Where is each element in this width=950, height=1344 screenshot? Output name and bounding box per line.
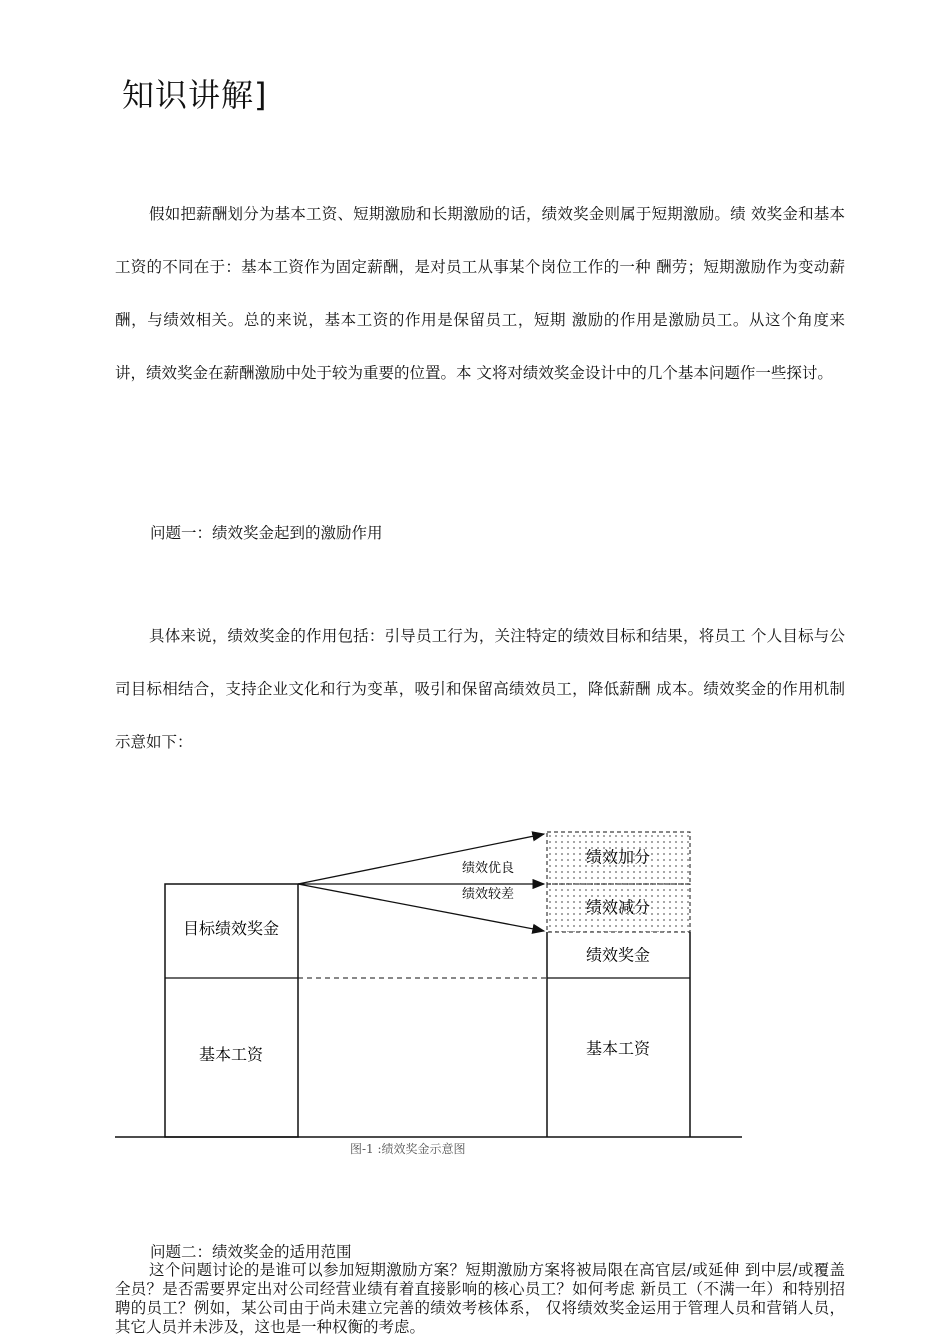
right-bottom-label: 基本工资 (585, 1039, 651, 1058)
intro-paragraph: 假如把薪酬划分为基本工资、短期激励和长期激励的话，绩效奖金则属于短期激励。绩 效奖金和基本工资的不同在于：基本工资作为固定薪酬，是对员工从事某个岗位工作的一种 酬劳；短期激励作为变动薪酬，与绩效相关。总的来说，基本工资的作用是保留员工，短期 激励的作用是激励员工。从这个角度来讲，绩效奖金在薪酬激励中处于较为重要的位置。本 文将对绩效奖金设计中的几个基本问题作一些探讨。 (115, 205, 845, 382)
arrow-up (298, 834, 544, 884)
q2-heading: 问题二：绩效奖金的适用范围 (150, 1243, 352, 1261)
q1-paragraph: 具体来说，绩效奖金的作用包括：引导员工行为，关注特定的绩效目标和结果，将员工 个人目标与公司目标相结合，支持企业文化和行为变革，吸引和保留高绩效员工，降低薪酬 成本。绩效奖金的作用机制示意如下： (115, 627, 845, 751)
arrow-good-label: 绩效优良 (461, 861, 515, 876)
page-title: 知识讲解] (122, 76, 268, 114)
right-bonus-label: 绩效奖金 (585, 945, 651, 965)
left-top-label: 目标绩效奖金 (182, 919, 280, 938)
figure-caption: 图-1 :绩效奖金示意图 (350, 1142, 466, 1156)
arrow-poor-label: 绩效较差 (461, 887, 515, 902)
q1-heading: 问题一：绩效奖金起到的激励作用 (150, 524, 383, 542)
bonus-diagram (110, 822, 750, 1142)
q2-paragraph: 这个问题讨论的是谁可以参加短期激励方案？短期激励方案将被局限在高官层/或延伸 到中层/或覆盖全员？是否需要界定出对公司经营业绩有着直接影响的核心员工？如何考虑 新员工（不满一年）和特别招聘的员工？例如，某公司由于尚未建立完善的绩效考核体系， 仅将绩效奖金运用于管理人员和营销人员，其它人员并未涉及，这也是一种权衡的考虑。 (115, 1261, 845, 1336)
right-minus-label: 绩效减分 (585, 897, 651, 917)
right-plus-label: 绩效加分 (585, 847, 651, 867)
left-bottom-label: 基本工资 (198, 1045, 264, 1064)
